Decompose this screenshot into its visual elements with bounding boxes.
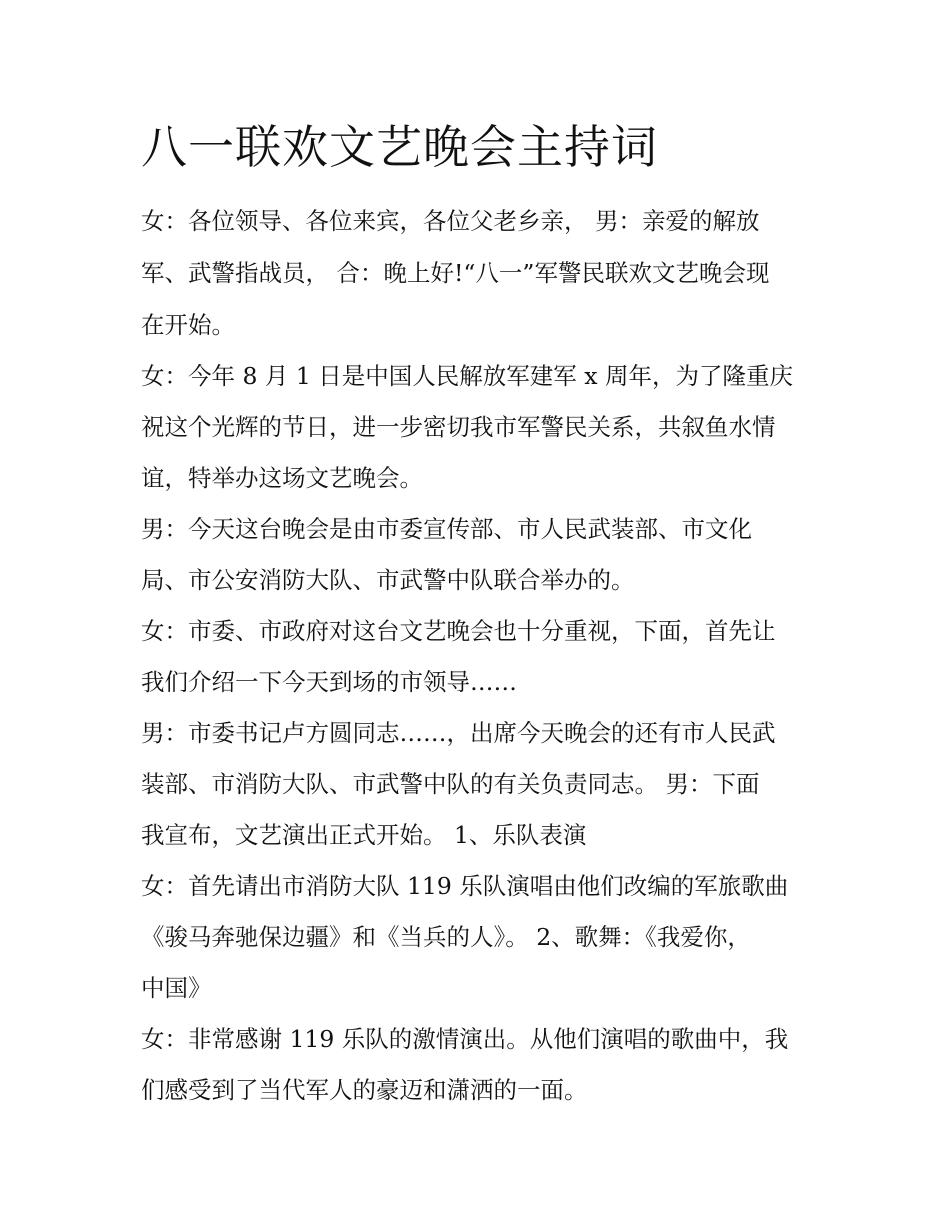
text-line: 女：各位领导、各位来宾，各位父老乡亲， 男：亲爱的解放 [141, 207, 760, 235]
text-line: 谊，特举办这场文艺晚会。 [141, 464, 423, 492]
text-line: 祝这个光辉的节日，进一步密切我市军警民关系，共叙鱼水情 [141, 413, 776, 441]
text-line: 在开始。 [141, 311, 235, 339]
text-line: 《骏马奔驰保边疆》和《当兵的人》。 2、歌舞：《我爱你， [141, 923, 751, 951]
text-line: 男：今天这台晚会是由市委宣传部、市人民武装部、市文化 [141, 515, 752, 543]
document-title: 八一联欢文艺晚会主持词 [141, 120, 658, 174]
text-line: 我宣布，文艺演出正式开始。 1、乐队表演 [141, 821, 587, 849]
text-line: 男：市委书记卢方圆同志……，出席今天晚会的还有市人民武 [141, 719, 776, 747]
text-line: 女：今年 8 月 1 日是中国人民解放军建军 x 周年，为了隆重庆 [141, 362, 793, 390]
text-line: 女：市委、市政府对这台文艺晚会也十分重视，下面，首先让 [141, 617, 776, 645]
text-line: 装部、市消防大队、市武警中队的有关负责同志。 男：下面 [141, 770, 760, 798]
text-line: 女：非常感谢 119 乐队的激情演出。从他们演唱的歌曲中，我 [141, 1025, 789, 1053]
text-line: 们感受到了当代军人的豪迈和潇洒的一面。 [141, 1076, 588, 1104]
text-line: 局、市公安消防大队、市武警中队联合举办的。 [141, 566, 635, 594]
text-line: 军、武警指战员， 合：晚上好!“八一”军警民联欢文艺晚会现 [141, 259, 770, 287]
text-line: 我们介绍一下今天到场的市领导…… [141, 668, 517, 696]
text-line: 女：首先请出市消防大队 119 乐队演唱由他们改编的军旅歌曲 [141, 872, 789, 900]
text-line: 中国》 [141, 974, 212, 1002]
